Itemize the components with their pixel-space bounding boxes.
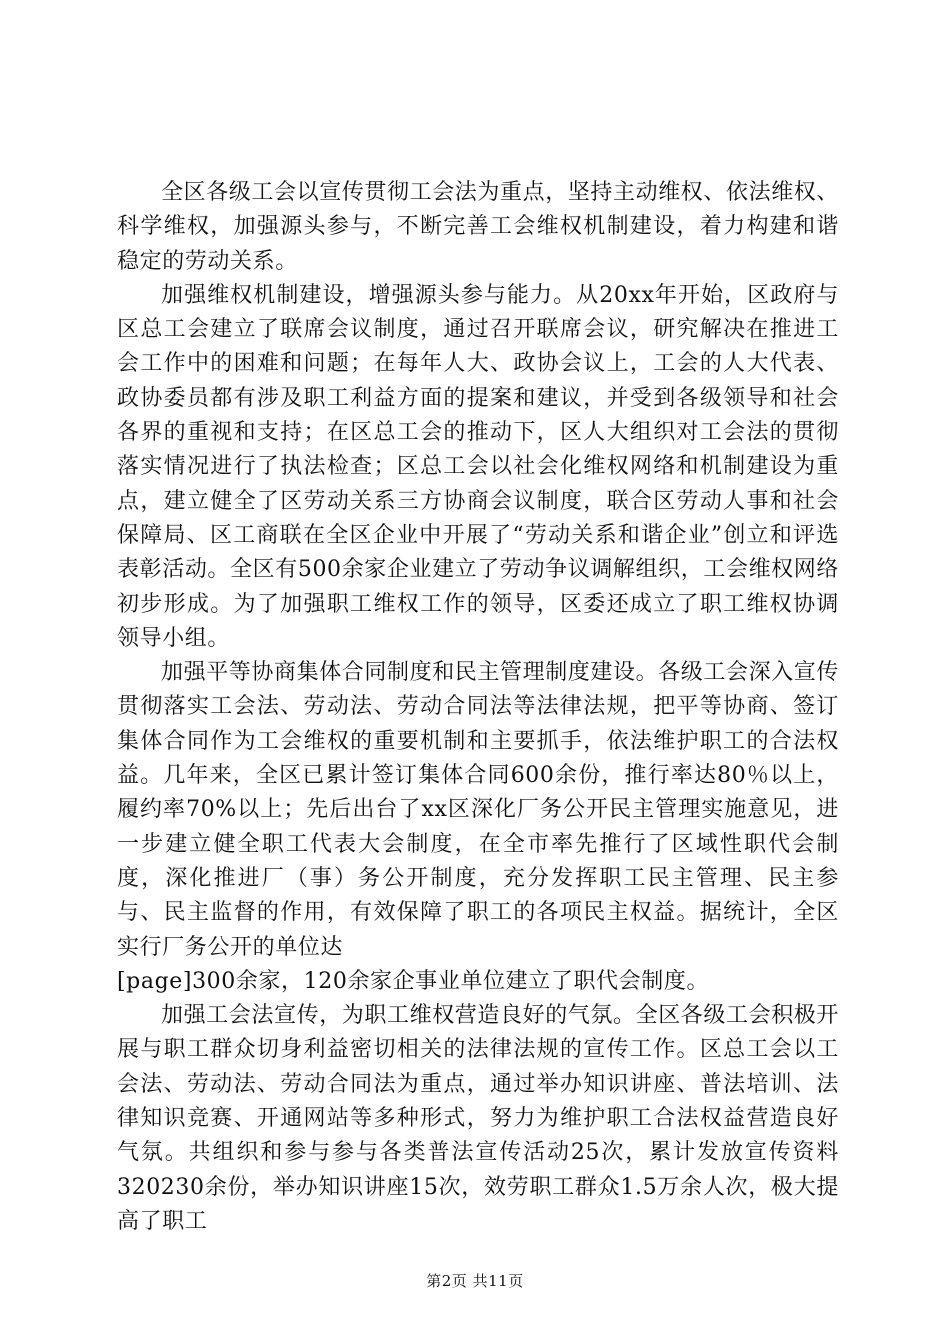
paragraph-1: 全区各级工会以宣传贯彻工会法为重点，坚持主动维权、依法维权、科学维权，加强源头参与，不断完善工会维权机制建设，着力构建和谐稳定的劳动关系。 xyxy=(117,180,840,274)
paragraph-5: 加强工会法宣传，为职工维权营造良好的气氛。全区各级工会积极开展与职工群众切身利益密切相关的法律法规的宣传工作。区总工会以工会法、劳动法、劳动合同法为重点，通过举办知识讲座、普法培训、法律知识竞赛、开通网站等多种形式，努力为维护职工合法权益营造良好气氛。共组织和参与参与各类普法宣传活动25次，累计发放宣传资料320230余份，举办知识讲座15次，效劳职工群众1.5万余人次，极大提高了职工 xyxy=(117,1003,840,1234)
document-body xyxy=(117,176,839,1239)
page-footer: 第2页 共11页 xyxy=(426,1272,524,1290)
paragraph-2: 加强维权机制建设，增强源头参与能力。从20xx年开始，区政府与区总工会建立了联席会议制度，通过召开联席会议，研究解决在推进工会工作中的困难和问题；在每年人大、政协会议上，工会的人大代表、政协委员都有涉及职工利益方面的提案和建议，并受到各级领导和社会各界的重视和支持；在区总工会的推动下，区人大组织对工会法的贯彻落实情况进行了执法检查；区总工会以社会化维权网络和机制建设为重点，建立健全了区劳动关系三方协商会议制度，联合区劳动人事和社会保障局、区工商联在全区企业中开展了“劳动关系和谐企业”创立和评选表彰活动。全区有500余家企业建立了劳动争议调解组织，工会维权网络初步形成。为了加强职工维权工作的领导，区委还成立了职工维权协调领导小组。 xyxy=(117,282,839,651)
paragraph-4: [page]300余家，120余家企事业单位建立了职代会制度。 xyxy=(117,968,710,994)
paragraph-3: 加强平等协商集体合同制度和民主管理制度建设。各级工会深入宣传贯彻落实工会法、劳动法、劳动合同法等法律法规，把平等协商、签订集体合同作为工会维权的重要机制和主要抓手，依法维护职工的合法权益。几年来，全区已累计签订集体合同600余份，推行率达80％以上，履约率70%以上；先后出台了xx区深化厂务公开民主管理实施意见，进一步建立健全职工代表大会制度，在全市率先推行了区域性职代会制度，深化推进厂（事）务公开制度，充分发挥职工民主管理、民主参与、民主监督的作用，有效保障了职工的各项民主权益。据统计，全区实行厂务公开的单位达 xyxy=(117,660,840,960)
